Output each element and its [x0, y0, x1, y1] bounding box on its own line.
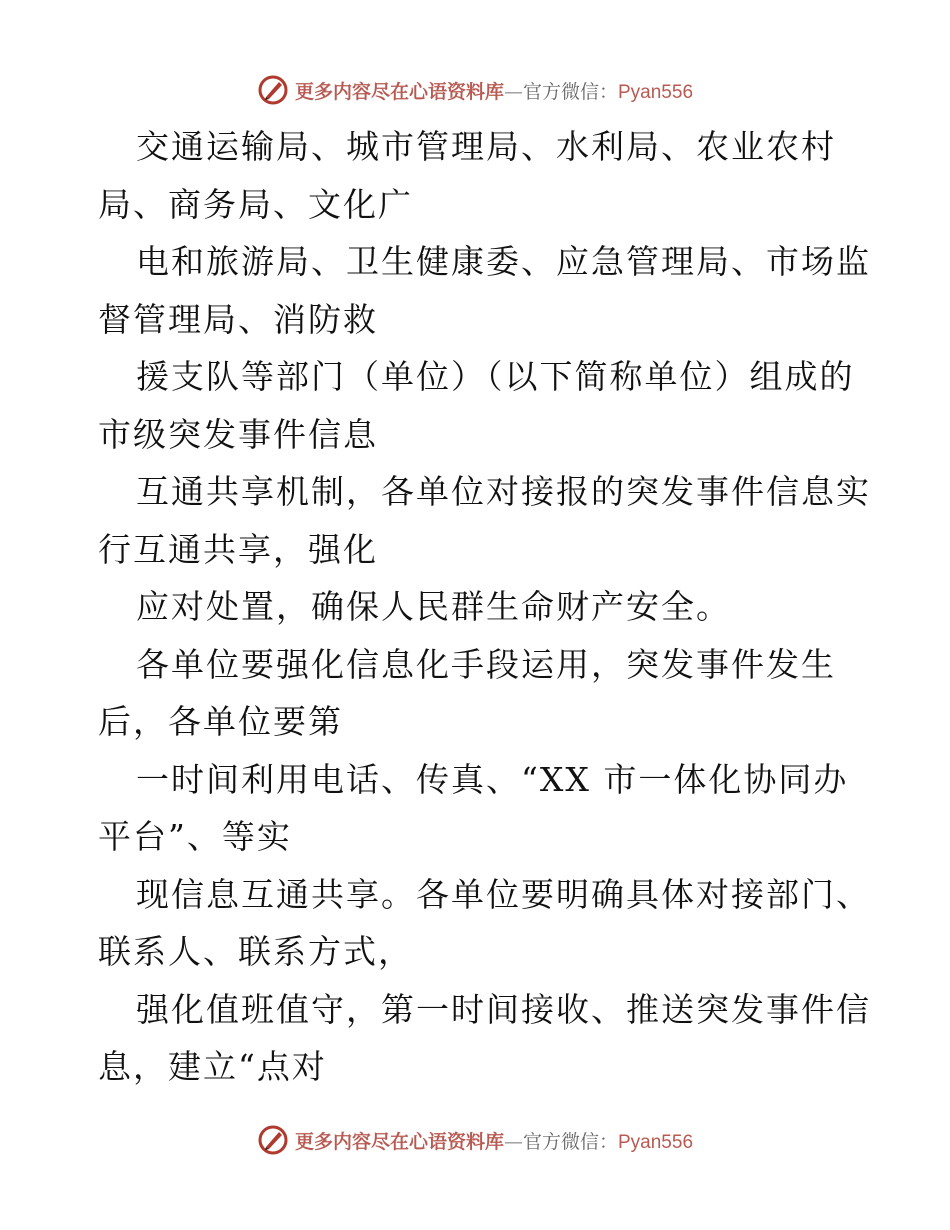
text-line: 交通运输局、城市管理局、水利局、农业农村 — [136, 127, 836, 166]
text-line: 各单位要强化信息化手段运用，突发事件发生 — [136, 644, 836, 684]
quill-logo-icon — [257, 74, 289, 106]
text-line: 息，建立“点对 — [98, 1047, 327, 1086]
text-line: 后，各单位要第 — [98, 702, 343, 741]
text-line: 一时间利用电话、传真、“XX 市一体化协同办 — [136, 759, 849, 799]
text-line: 市级突发事件信息 — [98, 414, 378, 454]
watermark-main: 更多内容尽在心语资料库 — [294, 1130, 504, 1153]
watermark-text — [295, 77, 693, 104]
text-line: 应对处置，确保人民群生命财产安全。 — [136, 587, 731, 626]
watermark-dash: — — [503, 80, 523, 103]
text-line: 平台”、等实 — [98, 817, 292, 856]
watermark-text — [295, 1127, 693, 1154]
watermark-label: 官方微信： — [522, 1130, 618, 1153]
text-line: 援支队等部门（单位）（以下简称单位）组成的 — [136, 357, 855, 396]
document-body — [98, 118, 871, 1096]
header-watermark — [0, 70, 950, 110]
watermark-id: Pyan556 — [618, 1131, 694, 1153]
footer-watermark — [0, 1120, 950, 1160]
text-line: 局、商务局、文化广 — [98, 184, 413, 224]
watermark-label: 官方微信： — [522, 80, 618, 103]
text-line: 电和旅游局、卫生健康委、应急管理局、市场监 — [136, 242, 871, 281]
text-line: 督管理局、消防救 — [98, 299, 378, 339]
watermark-id: Pyan556 — [618, 81, 694, 103]
quill-logo-icon — [257, 1124, 289, 1156]
text-line: 强化值班值守，第一时间接收、推送突发事件信 — [136, 989, 871, 1029]
text-line: 互通共享机制，各单位对接报的突发事件信息实 — [136, 472, 871, 511]
watermark-main: 更多内容尽在心语资料库 — [294, 80, 504, 103]
text-line: 现信息互通共享。各单位要明确具体对接部门、 — [136, 874, 871, 914]
text-line: 行互通共享，强化 — [98, 529, 378, 569]
text-line: 联系人、联系方式， — [98, 932, 413, 971]
watermark-dash: — — [503, 1130, 523, 1153]
